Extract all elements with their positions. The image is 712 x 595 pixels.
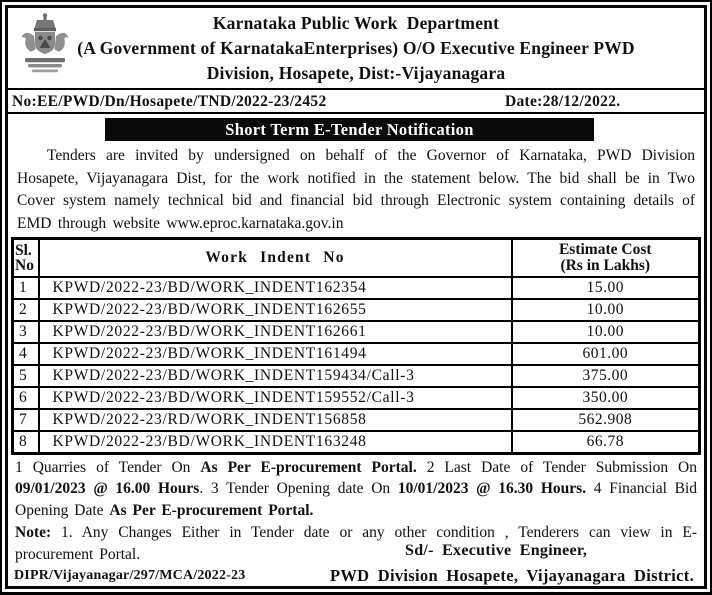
table-row (13, 299, 700, 321)
tender-table (11, 237, 701, 455)
text-segment: 2 Last Date of Tender Submission On (416, 458, 697, 476)
table-row (13, 365, 700, 387)
row-number: 7 (13, 409, 39, 431)
work-indent-no: KPWD/2022-23/BD/WORK_INDENT162661 (39, 321, 512, 343)
work-indent-no: KPWD/2022-23/RD/WORK_INDENT156858 (39, 409, 512, 431)
division-line: Division, Hosapete, Dist:-Vijayanagara (206, 63, 506, 83)
department-subtitle: (A Government of KarnatakaEnterprises) O/O Executive Engineer PWD (77, 38, 635, 58)
table-row (13, 431, 700, 453)
reference-number: No:EE/PWD/Dn/Hosapete/TND/2022-23/2452 (12, 93, 327, 110)
work-indent-no: KPWD/2022-23/BD/WORK_INDENT163248 (39, 431, 512, 453)
intro-paragraph: Tenders are invited by undersigned on behalf of the Governor of Karnataka, PWD Division Hosapete, Vijayanagara Dist, for the work notified in the statement below. The bid shall be in Two Cover system namely technical bid and financial bid through Electronic system containing details of EMD through website www.eproc.karnataka.gov.in (17, 147, 695, 232)
row-number: 5 (13, 365, 39, 387)
row-number: 8 (13, 431, 39, 453)
work-indent-no: KPWD/2022-23/BD/WORK_INDENT159552/Call-3 (39, 387, 512, 409)
header-estimate-cost-line1: Estimate Cost (558, 241, 652, 258)
signature-line: Sd/- Executive Engineer, (405, 542, 588, 559)
document-header (8, 8, 704, 90)
work-indent-no: KPWD/2022-23/BD/WORK_INDENT161494 (39, 343, 512, 365)
estimate-cost: 10.00 (512, 321, 700, 343)
text-segment: 1 Quarries of Tender On (15, 458, 201, 476)
work-indent-no: KPWD/2022-23/BD/WORK_INDENT162655 (39, 299, 512, 321)
reference-row (8, 90, 704, 114)
table-row (13, 343, 700, 365)
text-segment: 1. Any Changes Either in Tender date or any other condition , Tenderers can view in E-procurement Portal. (15, 524, 697, 563)
document-inner-frame (5, 5, 707, 589)
work-indent-no: KPWD/2022-23/BD/WORK_INDENT159434/Call-3 (39, 365, 512, 387)
row-number: 6 (13, 387, 39, 409)
tender-table-head (13, 239, 700, 278)
text-segment: 10/01/2023 @ 16.30 Hours. (397, 480, 587, 497)
table-row (13, 387, 700, 409)
estimate-cost: 375.00 (512, 365, 700, 387)
header-no: No (15, 257, 34, 274)
department-title: Karnataka Public Work Department (212, 13, 500, 33)
note-paragraph (15, 522, 697, 565)
text-segment: . 3 Tender Opening date On (199, 480, 398, 497)
signature-office: PWD Division Hosapete, Vijayanagara District. (329, 566, 694, 585)
schedule-paragraph (15, 457, 697, 522)
row-number: 4 (13, 343, 39, 365)
header-sl: Sl. (15, 242, 32, 259)
dipr-reference: DIPR/Vijayanagar/297/MCA/2022-23 (14, 568, 246, 583)
work-indent-no: KPWD/2022-23/BD/WORK_INDENT162354 (39, 277, 512, 299)
text-segment: 4 Financial Bid Opening Date (15, 480, 698, 519)
table-row (13, 409, 700, 431)
banner-title: Short Term E-Tender Notification (225, 120, 474, 139)
bottom-row (8, 565, 704, 588)
text-segment: Note: (15, 524, 52, 541)
estimate-cost: 601.00 (512, 343, 700, 365)
text-segment: As Per E-procurement Portal. (200, 458, 417, 476)
header-estimate-cost-line2: (Rs in Lakhs) (560, 257, 651, 274)
estimate-cost: 66.78 (512, 431, 700, 453)
text-segment: 09/01/2023 @ 16.00 Hours (15, 480, 200, 497)
reference-date: Date:28/12/2022. (505, 93, 621, 110)
estimate-cost: 10.00 (512, 299, 700, 321)
row-number: 3 (13, 321, 39, 343)
estimate-cost: 350.00 (512, 387, 700, 409)
estimate-cost: 562.908 (512, 409, 700, 431)
estimate-cost: 15.00 (512, 277, 700, 299)
notification-banner (105, 118, 594, 141)
header-sl-no (13, 239, 39, 278)
row-number: 1 (13, 277, 39, 299)
tender-table-body (13, 277, 700, 453)
row-number: 2 (13, 299, 39, 321)
table-row (13, 321, 700, 343)
header-work-indent: Work Indent No (39, 239, 512, 278)
table-header-row (13, 239, 700, 278)
text-segment: As Per E-procurement Portal. (109, 501, 314, 519)
note-block (15, 522, 697, 565)
header-estimate-cost (512, 239, 700, 278)
karnataka-state-emblem-icon (21, 13, 69, 75)
table-row (13, 277, 700, 299)
